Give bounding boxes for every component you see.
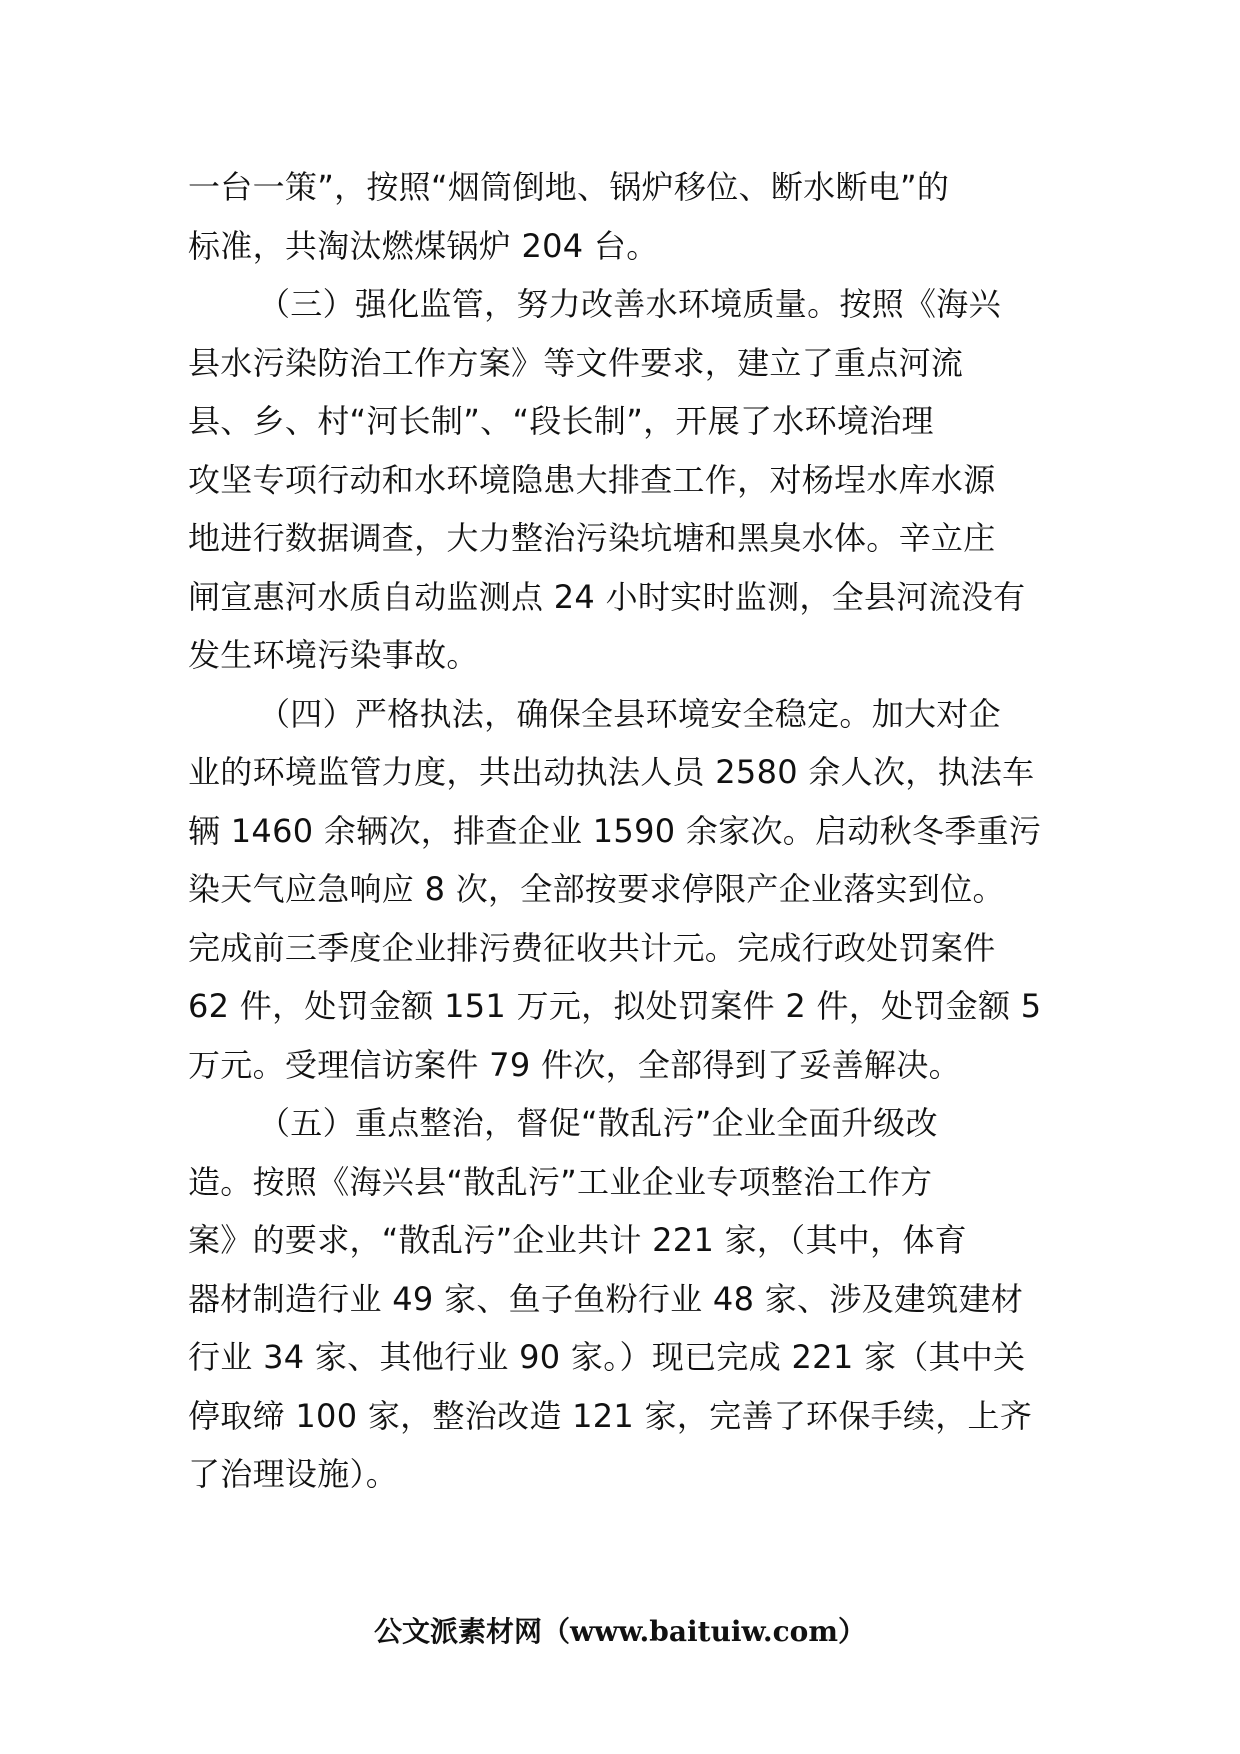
- document-body: [188, 158, 1068, 1504]
- text-line: 标准，共淘汰燃煤锅炉 204 台。: [188, 226, 659, 265]
- section-heading-line: （五）重点整治，督促“散乱污”企业全面升级改: [258, 1104, 938, 1142]
- text-line: 行业 34 家、其他行业 90 家。）现已完成 221 家（其中关: [188, 1338, 1026, 1376]
- text-line: 器材制造行业 49 家、鱼子鱼粉行业 48 家、涉及建筑建材: [188, 1279, 1024, 1318]
- text-line: 业的环境监管力度，共出动执法人员 2580 余人次，执法车: [188, 753, 1035, 791]
- section-heading-line: （四）严格执法，确保全县环境安全稳定。加大对企: [258, 694, 1001, 733]
- text-line: 攻坚专项行动和水环境隐患大排查工作，对杨埕水库水源: [188, 460, 996, 499]
- text-line: 万元。受理信访案件 79 件次，全部得到了妥善解决。: [188, 1045, 961, 1084]
- text-line: 染天气应急响应 8 次，全部按要求停限产企业落实到位。: [188, 870, 1005, 908]
- text-line: 县水污染防治工作方案》等文件要求，建立了重点河流: [188, 343, 964, 382]
- text-line: 完成前三季度企业排污费征收共计元。完成行政处罚案件: [188, 928, 996, 967]
- text-line: 发生环境污染事故。: [188, 636, 479, 674]
- text-line: 闸宣惠河水质自动监测点 24 小时实时监测，全县河流没有: [188, 577, 1026, 616]
- text-line: 县、乡、村“河长制”、“段长制”，开展了水环境治理: [188, 402, 934, 440]
- section-heading-line: （三）强化监管，努力改善水环境质量。按照《海兴: [258, 285, 1001, 323]
- text-line: 地进行数据调查，大力整治污染坑塘和黑臭水体。辛立庄: [188, 519, 996, 557]
- text-line: 停取缔 100 家，整治改造 121 家，完善了环保手续，上齐: [188, 1396, 1033, 1435]
- text-line: 62 件，处罚金额 151 万元，拟处罚案件 2 件，处罚金额 5: [188, 987, 1042, 1025]
- text-line: 案》的要求，“散乱污”企业共计 221 家，（其中，体育: [188, 1221, 967, 1259]
- text-line: 了治理设施）。: [188, 1455, 399, 1493]
- footer-watermark: 公文派素材网（www.baituiw.com）: [374, 1615, 866, 1648]
- text-line: 造。按照《海兴县“散乱污”工业企业专项整治工作方: [188, 1162, 933, 1201]
- text-line: 辆 1460 余辆次，排查企业 1590 余家次。启动秋冬季重污: [188, 811, 1042, 850]
- text-line: 一台一策”，按照“烟筒倒地、锅炉移位、断水断电”的: [188, 168, 950, 206]
